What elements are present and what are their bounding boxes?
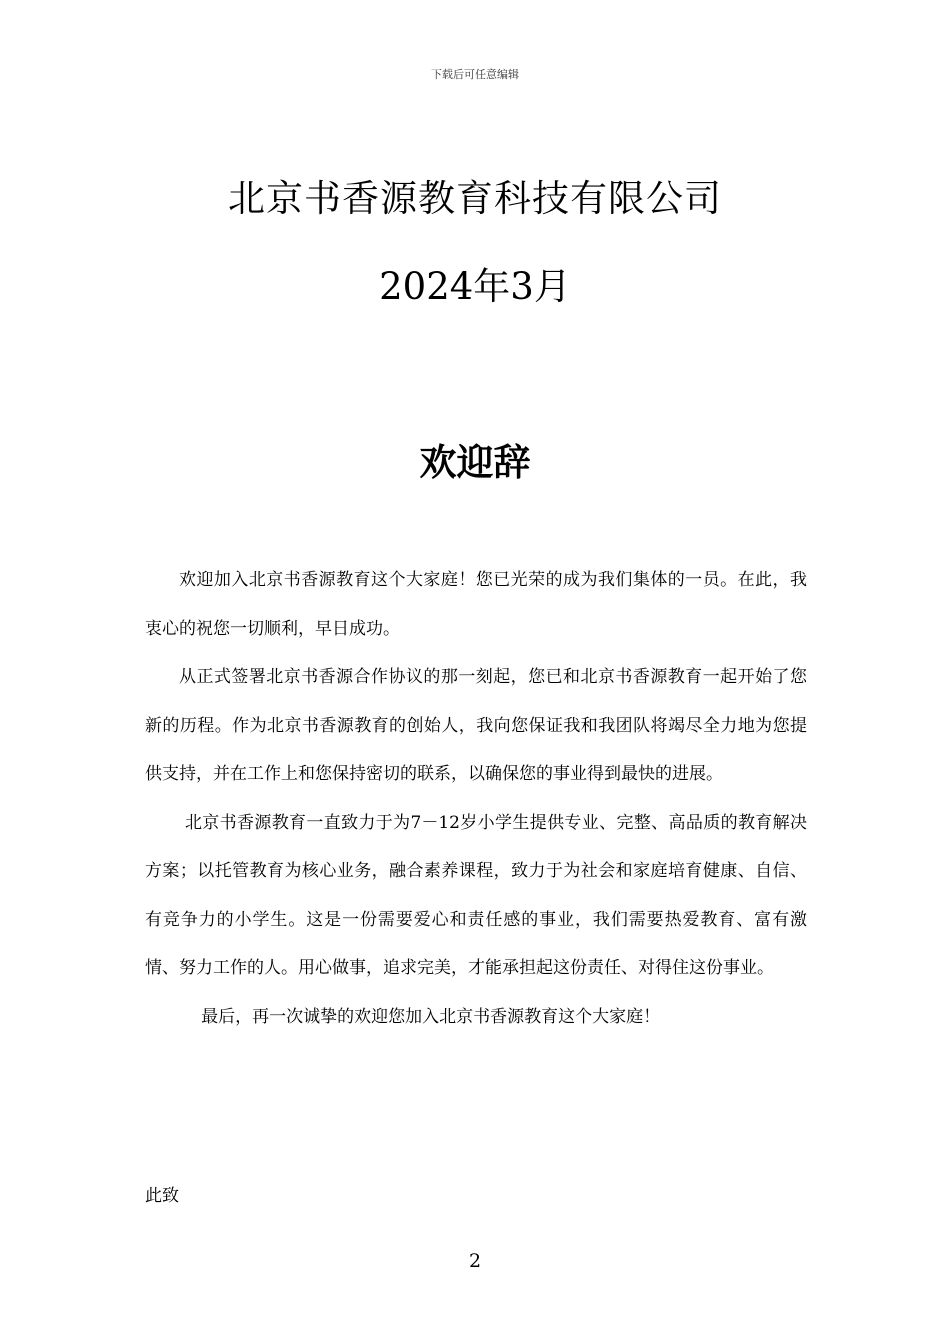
welcome-title: 欢迎辞 [419, 441, 531, 484]
page-number: 2 [468, 1250, 482, 1272]
paragraph-1: 欢迎加入北京书香源教育这个大家庭！您已光荣的成为我们集体的一员。在此，我衷心的祝您一切顺利，早日成功。 [145, 570, 807, 639]
closing-salutation: 此致 [145, 1186, 179, 1206]
paragraph-4: 最后，再一次诚挚的欢迎您加入北京书香源教育这个大家庭！ [201, 1006, 661, 1027]
header-note: 下载后可任意编辑 [431, 68, 519, 81]
document-date: 2024年3月 [379, 265, 571, 308]
paragraph-3: 北京书香源教育一直致力于为7－12岁小学生提供专业、完整、高品质的教育解决方案；以托管教育为核心业务，融合素养课程，致力于为社会和家庭培育健康、自信、有竞争力的小学生。这是一份需要爱心和责任感的事业，我们需要热爱教育、富有激情、努力工作的人。用心做事，追求完美，才能承担起这份责任、对得住这份事业。 [145, 812, 807, 978]
company-name: 北京书香源教育科技有限公司 [228, 177, 722, 220]
paragraph-2: 从正式签署北京书香源合作协议的那一刻起，您已和北京书香源教育一起开始了您新的历程。作为北京书香源教育的创始人，我向您保证我和我团队将竭尽全力地为您提供支持，并在工作上和您保持密切的联系，以确保您的事业得到最快的进展。 [145, 667, 807, 784]
welcome-body [145, 556, 807, 1041]
